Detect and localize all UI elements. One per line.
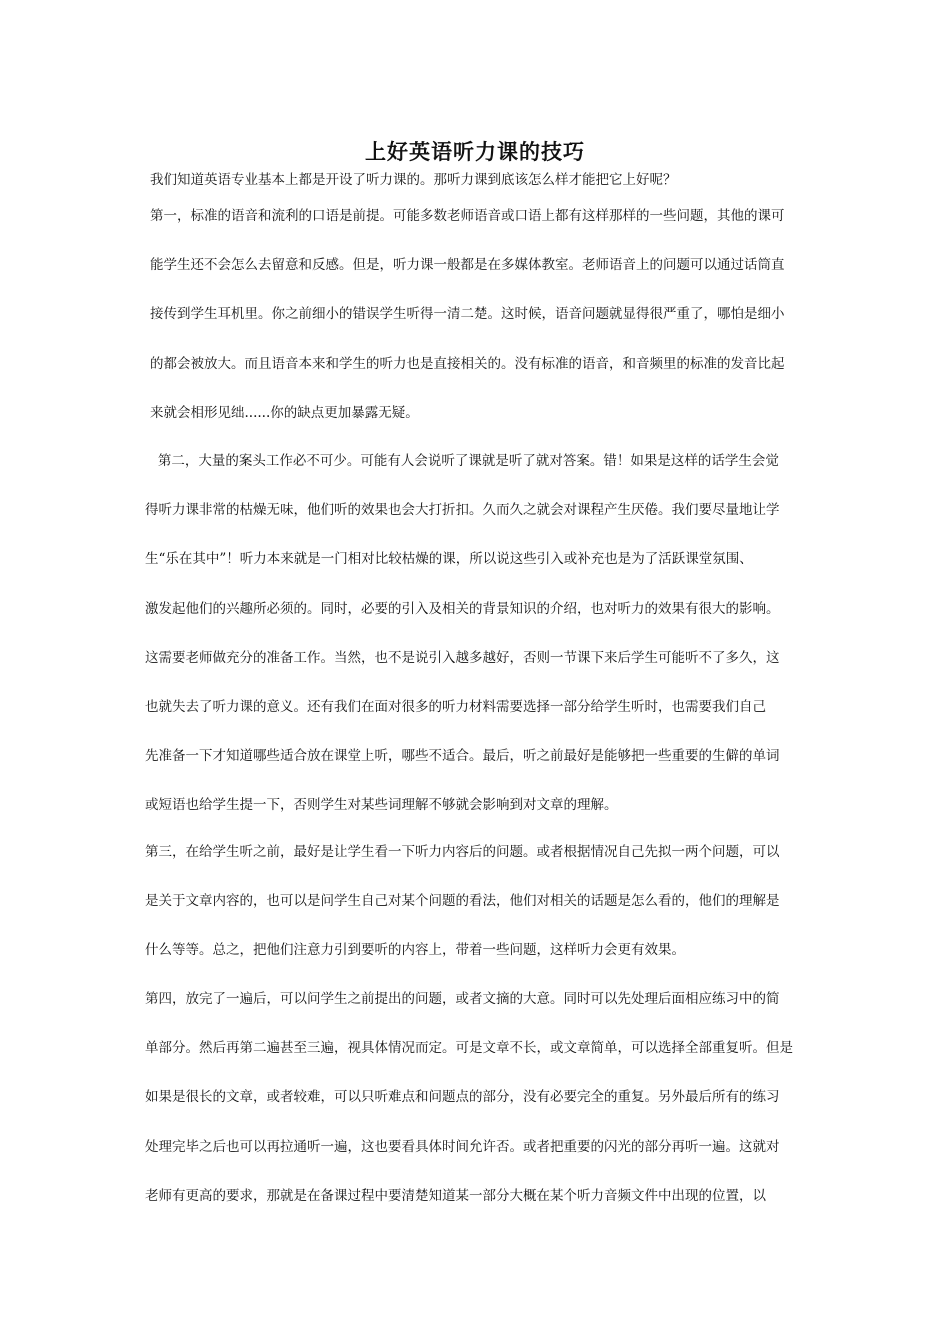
- paragraph-4: [145, 975, 810, 1221]
- text-line: 老师有更高的要求，那就是在备课过程中要清楚知道某一部分大概在某个听力音频文件中出现的位置，以: [145, 1187, 766, 1204]
- text-line: 第二，大量的案头工作必不可少。可能有人会说听了课就是听了就对答案。错！如果是这样的话学生会觉: [145, 453, 779, 469]
- text-line: 如果是很长的文章，或者较难，可以只听难点和问题点的部分，没有必要完全的重复。另外最后所有的练习: [145, 1089, 780, 1106]
- paragraph-1: [145, 192, 810, 437]
- intro-text: 我们知道英语专业基本上都是开设了听力课的。那听力课到底该怎么样才能把它上好呢？: [150, 172, 677, 188]
- text-line: 或短语也给学生提一下，否则学生对某些词理解不够就会影响到对文章的理解。: [145, 797, 618, 814]
- text-line: 能学生还不会怎么去留意和反感。但是，听力课一般都是在多媒体教室。老师语音上的问题可以通过话筒直: [150, 257, 785, 274]
- text-line: 第四，放完了一遍后，可以问学生之前提出的问题，或者文摘的大意。同时可以先处理后面相应练习中的简: [145, 991, 780, 1007]
- text-line: 什么等等。总之，把他们注意力引到要听的内容上，带着一些问题，这样听力会更有效果。: [145, 942, 685, 959]
- text-line: 激发起他们的兴趣所必须的。同时，必要的引入及相关的背景知识的介绍，也对听力的效果有很大的影响。: [145, 600, 780, 617]
- text-line: 第三，在给学生听之前，最好是让学生看一下听力内容后的问题。或者根据情况自己先拟一两个问题，可以: [145, 844, 780, 860]
- text-line: 处理完毕之后也可以再拉通听一遍，这也要看具体时间允许否。或者把重要的闪光的部分再听一遍。这就对: [145, 1138, 780, 1155]
- text-line: 的都会被放大。而且语音本来和学生的听力也是直接相关的。没有标准的语音，和音频里的标准的发音比起: [150, 355, 785, 372]
- text-line: 先准备一下才知道哪些适合放在课堂上听，哪些不适合。最后，听之前最好是能够把一些重要的生僻的单词: [145, 748, 780, 765]
- paragraph-2: [145, 437, 810, 831]
- text-line: 是关于文章内容的，也可以是问学生自己对某个问题的看法，他们对相关的话题是怎么看的，他们的理解是: [145, 893, 780, 910]
- text-line: 也就失去了听力课的意义。还有我们在面对很多的听力材料需要选择一部分给学生听时，也需要我们自己: [145, 698, 766, 715]
- text-line: 来就会相形见绌......你的缺点更加暴露无疑。: [150, 404, 419, 421]
- document-title: 上好英语听力课的技巧: [365, 139, 585, 164]
- text-line: 得听力课非常的枯燥无味，他们听的效果也会大打折扣。久而久之就会对课程产生厌倦。我们要尽量地让学: [145, 502, 780, 519]
- text-line: 接传到学生耳机里。你之前细小的错误学生听得一清二楚。这时候，语音问题就显得很严重了，哪怕是细小: [150, 306, 785, 323]
- text-line: 这需要老师做充分的准备工作。当然，也不是说引入越多越好，否则一节课下来后学生可能听不了多久，这: [145, 649, 780, 666]
- paragraph-3: [145, 828, 810, 976]
- text-line: 生“乐在其中”！听力本来就是一门相对比较枯燥的课，所以说这些引入或补充也是为了活跃课堂氛围、: [145, 551, 753, 568]
- text-line: 单部分。然后再第二遍甚至三遍，视具体情况而定。可是文章不长，或文章简单，可以选择全部重复听。但是: [145, 1040, 793, 1057]
- text-line: 第一，标准的语音和流利的口语是前提。可能多数老师语音或口语上都有这样那样的一些问题，其他的课可: [150, 208, 785, 224]
